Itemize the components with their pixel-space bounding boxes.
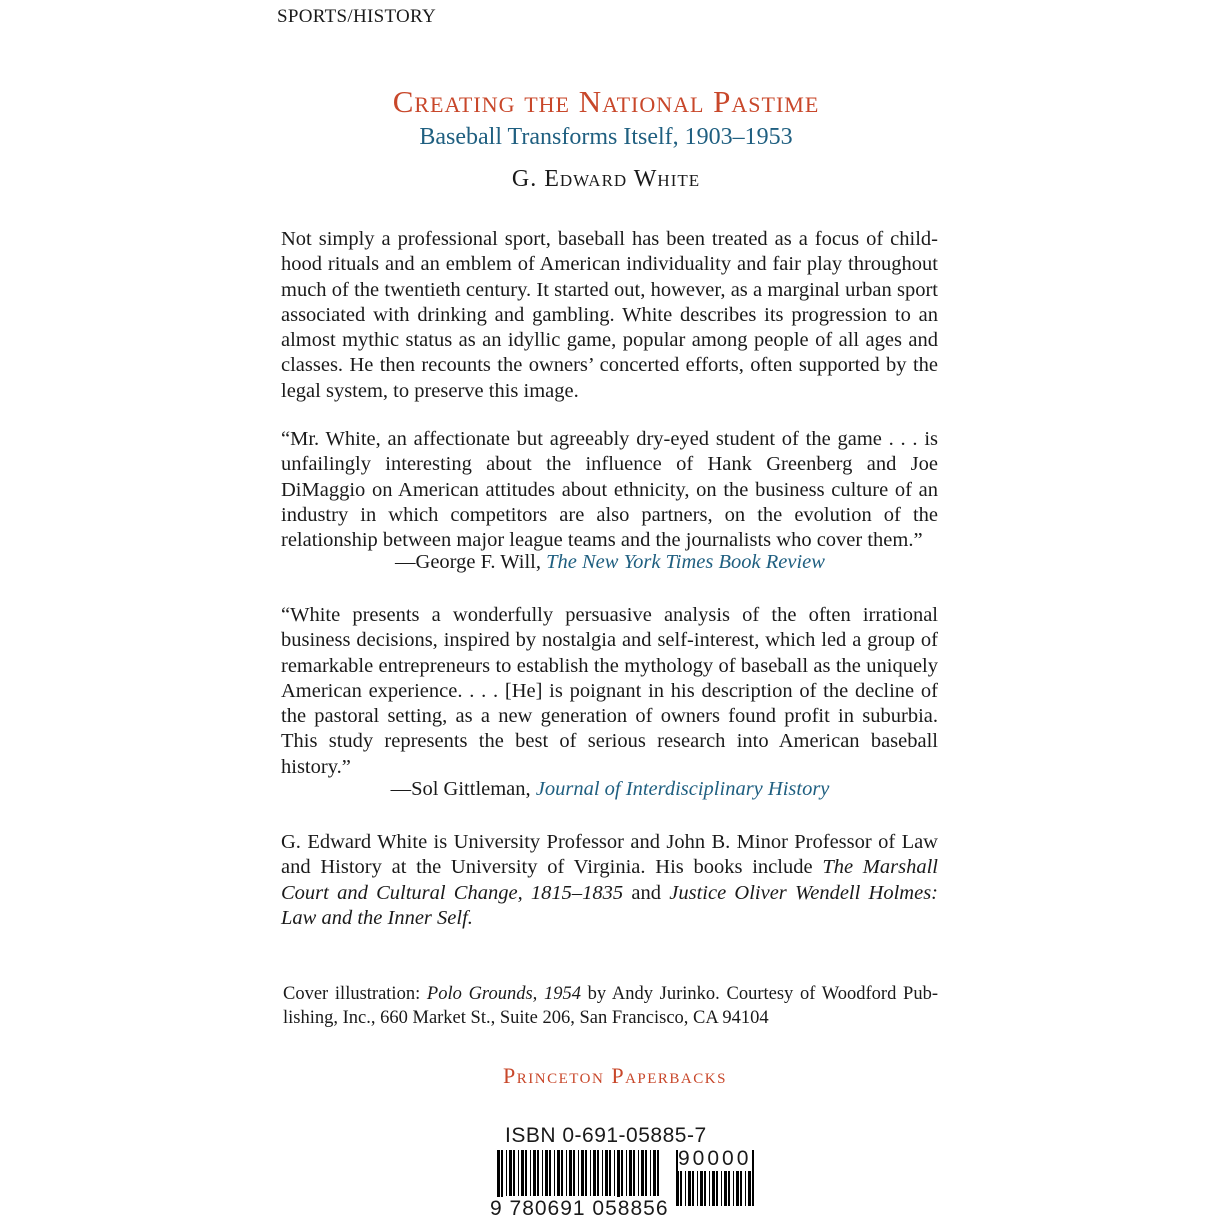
category-label: SPORTS/HISTORY bbox=[277, 6, 436, 27]
barcode-bar bbox=[573, 1150, 575, 1196]
barcode-bar bbox=[629, 1150, 632, 1196]
review-quote-1: “Mr. White, an affectionate but agreeably dry-eyed student of the game . . . is unfailingly interesting about the influence of Hank Greenberg and Joe DiMaggio on American attitudes about ethnicity, on the business culture of an industry in which competitors are also partners, on the evolution of the relationship between major league teams and the journalists who cover them.” bbox=[281, 428, 938, 552]
barcode-bar bbox=[557, 1150, 560, 1196]
barcode-bar bbox=[590, 1150, 591, 1196]
barcode-bar bbox=[609, 1150, 611, 1196]
bio-book-1: The Marshall Court and Cultural Change, 1815–1835 bbox=[281, 856, 938, 904]
review-attribution-1 bbox=[0, 551, 1220, 574]
review-attribution-2 bbox=[0, 778, 1220, 801]
credit-prefix: Cover illustration: bbox=[283, 984, 427, 1004]
credit-rest: by Andy Jurinko. Courtesy of Woodford Publishing, Inc., 660 Market St., Suite 206, San Francisco, CA 94104 bbox=[283, 984, 938, 1028]
barcode-bar bbox=[605, 1150, 608, 1196]
barcode-bar bbox=[537, 1150, 539, 1196]
barcode-bar bbox=[545, 1150, 548, 1196]
bio-book-2: Justice Oliver Wendell Holmes: Law and the Inner Self. bbox=[281, 881, 939, 929]
barcode-bar bbox=[585, 1150, 587, 1196]
book-subtitle: Baseball Transforms Itself, 1903–1953 bbox=[419, 124, 793, 150]
barcode-bar bbox=[569, 1150, 572, 1196]
barcode-digits: 9 780691 058856 bbox=[490, 1197, 669, 1220]
barcode-bar bbox=[597, 1150, 599, 1196]
review-source-2: Journal of Interdisciplinary History bbox=[535, 778, 830, 800]
barcode-bar bbox=[621, 1150, 623, 1196]
barcode-bar bbox=[533, 1150, 536, 1196]
book-author: G. Edward White bbox=[511, 166, 701, 192]
barcode-bar bbox=[752, 1150, 754, 1206]
cover-credit bbox=[283, 982, 938, 1030]
barcode-bar bbox=[650, 1150, 651, 1196]
bio-text-1: G. Edward White is University Professor and John B. Minor Professor of Law and History at the University of Virginia. His books include bbox=[281, 831, 938, 879]
barcode-bar bbox=[638, 1150, 639, 1196]
isbn-label: ISBN 0-691-05885-7 bbox=[505, 1124, 707, 1147]
review-source-1: The New York Times Book Review bbox=[546, 551, 825, 573]
bio-text-2: and bbox=[623, 881, 670, 904]
barcode-bar bbox=[542, 1150, 543, 1196]
review-quote-2: “White presents a wonderfully persuasive analysis of the often irrational business decisions, inspired by nostalgia and self-interest, which led a group of remarkable entrepreneurs to establish the mythology of baseball as the uniquely American experience. . . . [He] is poignant in his description of the decline of the pastoral setting, as a new generation of owners found profit in suburbia. This study represents the best of serious research into American baseball history.” bbox=[281, 604, 938, 778]
barcode-bar bbox=[633, 1150, 635, 1196]
barcode-bar bbox=[602, 1150, 603, 1196]
barcode-bar bbox=[554, 1150, 555, 1196]
barcode-bar bbox=[657, 1150, 659, 1196]
barcode-bar bbox=[521, 1150, 524, 1196]
barcode-bar bbox=[593, 1150, 596, 1196]
barcode-bar bbox=[513, 1150, 515, 1196]
reviewer-name-1: —George F. Will, bbox=[395, 551, 547, 573]
barcode-bar bbox=[653, 1150, 656, 1196]
barcode-bar bbox=[581, 1150, 584, 1196]
barcode-bar bbox=[645, 1150, 647, 1196]
barcode-bar bbox=[549, 1150, 551, 1196]
publisher-imprint: Princeton Paperbacks bbox=[503, 1063, 727, 1088]
barcode-bar bbox=[506, 1150, 507, 1196]
book-description: Not simply a professional sport, baseball has been treated as a focus of childhood rituals and an emblem of American individuality and fair play throughout much of the twentieth century. It started out, however, as a marginal urban sport associated with drinking and gambling. White describes its progression to an almost mythic status as an idyllic game, popular among people of all ages and classes. He then recounts the owners’ concerted efforts, often supported by the legal system, to preserve this image. bbox=[281, 228, 938, 402]
barcode-bar bbox=[641, 1150, 644, 1196]
credit-work-title: Polo Grounds, 1954 bbox=[426, 984, 581, 1004]
barcode-bar bbox=[561, 1150, 563, 1196]
barcode-bar bbox=[566, 1150, 567, 1196]
addon-digits: 90000 bbox=[678, 1147, 752, 1170]
barcode-bar bbox=[518, 1150, 519, 1196]
barcode-bar bbox=[626, 1150, 627, 1196]
reviewer-name-2: —Sol Gittleman, bbox=[390, 778, 536, 800]
author-bio bbox=[281, 830, 938, 931]
barcode-bar bbox=[614, 1150, 615, 1196]
barcode-bar bbox=[578, 1150, 579, 1196]
barcode-bar bbox=[525, 1150, 527, 1196]
barcode-bar bbox=[509, 1150, 512, 1196]
book-title: Creating the National Pastime bbox=[392, 84, 820, 119]
barcode-bar bbox=[530, 1150, 531, 1196]
